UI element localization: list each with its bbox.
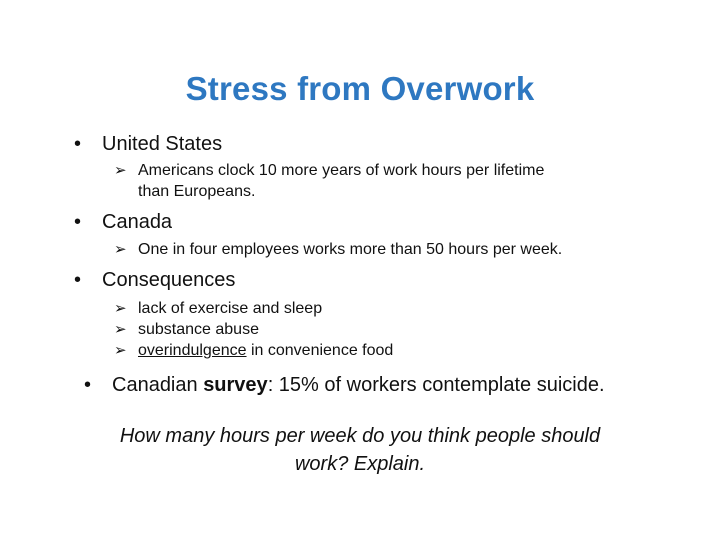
- sub-bullet-consequence-1: ➢ lack of exercise and sleep: [114, 300, 323, 317]
- arrow-right-icon: ➢: [114, 342, 127, 359]
- bullet-label: United States: [102, 133, 223, 155]
- underlined-term: overindulgence: [138, 342, 247, 359]
- bullet-label: Canada: [102, 211, 173, 233]
- sub-bullet-consequence-2: ➢ substance abuse: [114, 321, 259, 338]
- sub-bullet-us-line2: than Europeans.: [138, 183, 256, 200]
- bullet-dot-icon: •: [84, 374, 92, 396]
- bullet-dot-icon: •: [74, 269, 82, 291]
- bold-term: survey: [203, 374, 268, 396]
- bullet-label: Consequences: [102, 269, 236, 291]
- question-line-1: How many hours per week do you think people should: [119, 425, 601, 447]
- arrow-right-icon: ➢: [114, 300, 127, 317]
- bullet-united-states: [74, 132, 222, 156]
- slide-title: Stress from Overwork: [185, 70, 535, 107]
- arrow-right-icon: ➢: [114, 321, 127, 338]
- sub-bullet-canada: ➢ One in four employees works more than 50 hours per week.: [114, 241, 563, 258]
- bullet-consequences: [74, 268, 235, 292]
- question-line-2: work? Explain.: [294, 453, 426, 475]
- arrow-right-icon: ➢: [114, 241, 127, 258]
- bullet-canadian-survey: • Canadian survey: 15% of workers contemplate suicide.: [84, 374, 605, 396]
- sub-bullet-us-line1: ➢ Americans clock 10 more years of work hours per lifetime: [114, 162, 545, 179]
- bullet-canada: [74, 210, 172, 234]
- bullet-dot-icon: •: [74, 133, 82, 155]
- bullet-dot-icon: •: [74, 211, 82, 233]
- arrow-right-icon: ➢: [114, 162, 127, 179]
- sub-bullet-consequence-3: ➢ overindulgence in convenience food: [114, 342, 394, 359]
- discussion-question: [0, 422, 720, 478]
